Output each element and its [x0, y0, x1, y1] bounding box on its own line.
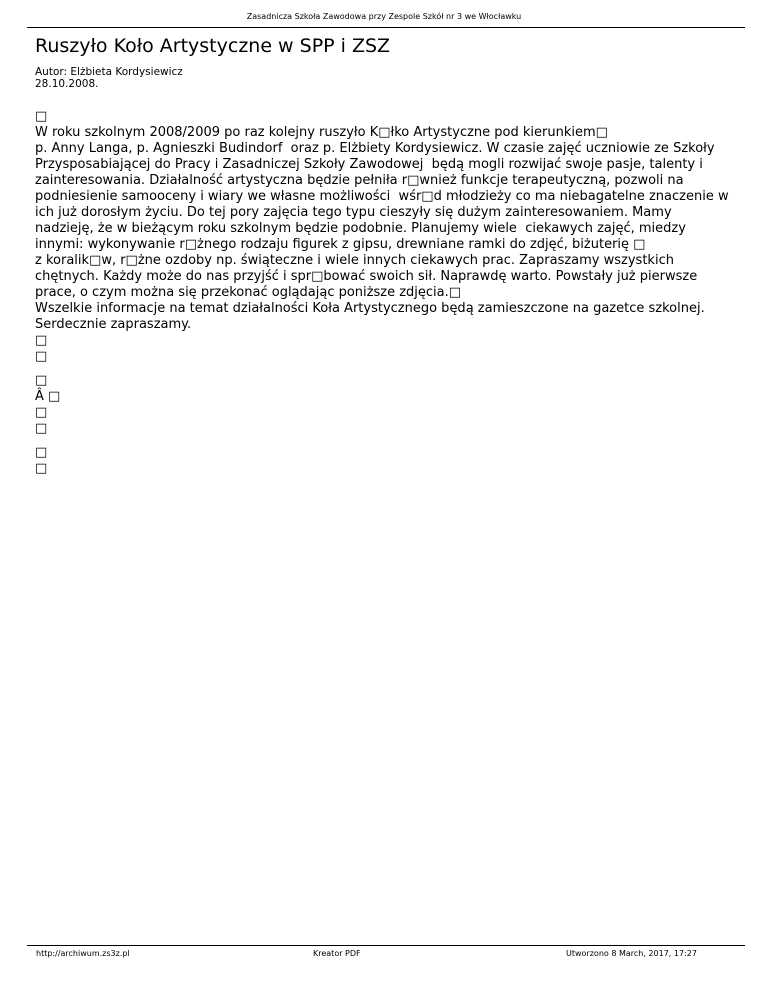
body-line: □: [35, 421, 48, 436]
article-meta: [35, 66, 183, 90]
body-line: □: [35, 405, 48, 420]
article-title: Ruszyło Koło Artystyczne w SPP i ZSZ: [35, 35, 391, 57]
body-line: □: [35, 349, 48, 364]
body-line: Przysposabiającej do Pracy i Zasadniczej Szkoły Zawodowej będą mogli rozwijać swoje pasje, talenty i: [35, 157, 703, 172]
footer-url: http://archiwum.zs3z.pl: [36, 949, 130, 958]
body-line: □: [35, 333, 48, 348]
footer-divider: [27, 945, 745, 946]
body-line: □: [35, 445, 48, 460]
body-line: zainteresowania. Działalność artystyczna będzie pełniła r□wnież funkcje terapeutyczną, pozwoli na: [35, 173, 684, 188]
body-line: Â □: [35, 389, 61, 404]
body-line: chętnych. Każdy może do nas przyjść i spr□bować swoich sił. Naprawdę warto. Powstały już pierwsze: [35, 269, 698, 284]
body-line: prace, o czym można się przekonać oglądając poniższe zdjęcia.□: [35, 285, 462, 300]
header-divider: [27, 27, 745, 28]
body-line: innymi: wykonywanie r□żnego rodzaju figurek z gipsu, drewniane ramki do zdjęć, biżuterię □: [35, 237, 646, 252]
body-line: Wszelkie informacje na temat działalności Koła Artystycznego będą zamieszczone na gazetce szkolnej.: [35, 301, 705, 316]
article-author: Autor: Elżbieta Kordysiewicz: [35, 66, 183, 78]
page-header: Zasadnicza Szkoła Zawodowa przy Zespole Szkół nr 3 we Włocławku: [246, 12, 522, 21]
body-line: nadzieję, że w bieżącym roku szkolnym będzie podobnie. Planujemy wiele ciekawych zajęć, miedzy: [35, 221, 686, 236]
body-line: □: [35, 373, 48, 388]
paragraph-gap: [35, 365, 735, 373]
paragraph-gap: [35, 437, 735, 445]
body-line: Serdecznie zapraszamy.: [35, 317, 192, 332]
body-line: □: [35, 109, 48, 124]
article-date: 28.10.2008.: [35, 78, 99, 90]
footer-generator: Kreator PDF: [313, 949, 361, 958]
body-line: W roku szkolnym 2008/2009 po raz kolejny ruszyło K□łko Artystyczne pod kierunkiem□: [35, 125, 608, 140]
body-line: podniesienie samooceny i wiary we własne możliwości wśr□d młodzieży co ma niebagatelne znaczenie w: [35, 189, 729, 204]
body-line: ich już dorosłym życiu. Do tej pory zajęcia tego typu cieszyły się dużym zainteresowaniem. Mamy: [35, 205, 672, 220]
footer-created: Utworzono 8 March, 2017, 17:27: [566, 949, 697, 958]
body-line: □: [35, 461, 48, 476]
body-line: p. Anny Langa, p. Agnieszki Budindorf oraz p. Elżbiety Kordysiewicz. W czasie zajęć uczniowie ze Szkoły: [35, 141, 715, 156]
article-body: [35, 109, 735, 477]
body-line: z koralik□w, r□żne ozdoby np. świąteczne i wiele innych ciekawych prac. Zapraszamy wszystkich: [35, 253, 674, 268]
